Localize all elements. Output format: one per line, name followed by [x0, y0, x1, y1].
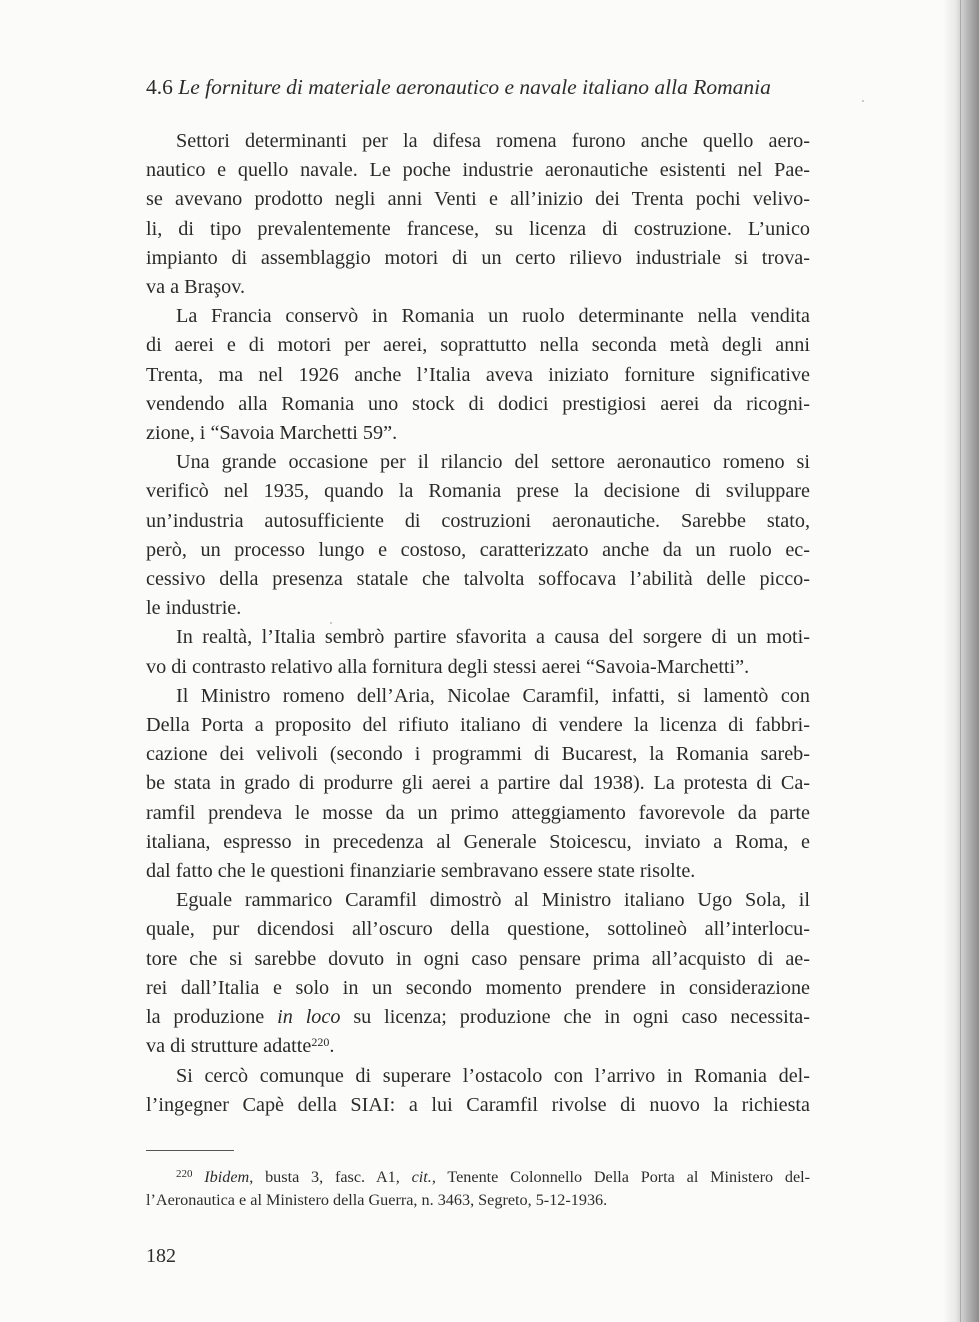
footnote-italic: Ibidem: [204, 1168, 250, 1186]
text-line: ramfil prendeva le mosse da un primo atteggiamento favorevole da parte: [146, 801, 810, 824]
scan-speck: [862, 100, 864, 102]
text-line: impianto di assemblaggio motori di un certo rilievo industriale si trova-: [146, 246, 810, 269]
text-line: le industrie.: [146, 597, 242, 620]
text-line: cessivo della presenza statale che talvolta soffocava l’abilità delle picco-: [146, 568, 810, 591]
text-line: cazione dei velivoli (secondo i programmi di Bucarest, la Romania sareb-: [146, 743, 810, 766]
text-line: va a Braşov.: [146, 276, 246, 299]
text-line: Una grande occasione per il rilancio del settore aeronautico romeno si: [176, 451, 810, 474]
italic-phrase: in loco: [277, 1006, 341, 1029]
text-line: di aerei e di motori per aerei, soprattutto nella seconda metà degli anni: [146, 334, 810, 357]
footnote-text: , Tenente Colonnello Della Porta al Ministero del-: [431, 1168, 811, 1186]
paragraph-5: [146, 682, 810, 886]
body-text: [146, 127, 810, 1120]
paragraph-7: [146, 1062, 810, 1120]
footnote-line: l’Aeronautica e al Ministero della Guerra, n. 3463, Segreto, 5-12-1936.: [146, 1191, 608, 1209]
section-title: Le forniture di materiale aeronautico e navale italiano alla Romania: [178, 75, 771, 99]
section-number: 4.6: [146, 75, 173, 99]
text-line: l’ingegner Capè della SIAI: a lui Caramfil rivolse di nuovo la richiesta: [146, 1093, 810, 1116]
text-line: Si cercò comunque di superare l’ostacolo con l’arrivo in Romania del-: [176, 1064, 810, 1087]
text-line: Della Porta a proposito del rifiuto italiano di vendere la licenza di fabbri-: [146, 714, 810, 737]
footnote-reference[interactable]: 220: [311, 1035, 330, 1050]
paragraph-6: [146, 886, 810, 1061]
text-line: dal fatto che le questioni finanziarie sembravano essere state risolte.: [146, 860, 696, 883]
text-fragment: su licenza; produzione che in ogni caso necessita-: [340, 1006, 810, 1029]
running-header: [146, 74, 816, 100]
paragraph-3: [146, 448, 810, 623]
text-fragment: va di strutture adatte: [146, 1035, 312, 1058]
text-fragment: la produzione: [146, 1006, 278, 1029]
text-line: li, di tipo prevalentemente francese, su licenza di costruzione. L’unico: [146, 217, 810, 240]
text-line: In realtà, l’Italia sembrò partire sfavorita a causa del sorgere di un moti-: [176, 626, 810, 649]
text-line: tore che si sarebbe dovuto in ogni caso pensare prima all’acquisto di ae-: [146, 947, 810, 970]
text-line-with-italic: [146, 1003, 810, 1032]
text-line: verificò nel 1935, quando la Romania prese la decisione di sviluppare: [146, 480, 810, 503]
text-line: Eguale rammarico Caramfil dimostrò al Ministro italiano Ugo Sola, il: [176, 889, 810, 912]
text-line: Settori determinanti per la difesa romena furono anche quello aero-: [176, 130, 810, 152]
text-line: italiana, espresso in precedenza al Generale Stoicescu, inviato a Roma, e: [146, 830, 810, 853]
footnote-italic: cit.: [411, 1168, 432, 1186]
paragraph-1: [146, 127, 810, 302]
text-line: un’industria autosufficiente di costruzioni aeronautiche. Sarebbe stato,: [146, 509, 810, 532]
text-line: quale, pur dicendosi all’oscuro della questione, sottolineò all’interlocu-: [146, 918, 810, 941]
text-line: rei dall’Italia e solo in un secondo momento prendere in considerazione: [146, 976, 810, 999]
text-fragment: .: [329, 1035, 335, 1058]
text-line: zione, i “Savoia Marchetti 59”.: [146, 422, 398, 445]
text-line-with-footnote-ref: [146, 1032, 810, 1061]
paragraph-4: [146, 623, 810, 681]
text-line: La Francia conservò in Romania un ruolo determinante nella vendita: [176, 305, 810, 328]
footnote-divider: [146, 1150, 234, 1151]
text-line: Il Ministro romeno dell’Aria, Nicolae Caramfil, infatti, si lamentò con: [176, 684, 810, 707]
footnote-line: [146, 1166, 810, 1189]
footnote-number: 220: [176, 1168, 193, 1180]
footnote: [146, 1166, 810, 1212]
text-line: nautico e quello navale. Le poche industrie aeronautiche esistenti nel Pae-: [146, 159, 810, 182]
text-line: vo di contrasto relativo alla fornitura degli stessi aerei “Savoia-Marchetti”.: [146, 655, 750, 678]
scan-speck: [330, 622, 332, 624]
page-number: 182: [146, 1245, 176, 1267]
text-line: però, un processo lungo e costoso, caratterizzato anche da un ruolo ec-: [146, 538, 810, 561]
paragraph-2: [146, 302, 810, 448]
scan-edge-line: [960, 0, 961, 1322]
text-line: Trenta, ma nel 1926 anche l’Italia aveva iniziato forniture significative: [146, 363, 810, 386]
text-line: se avevano prodotto negli anni Venti e all’inizio dei Trenta pochi velivo-: [146, 188, 810, 211]
footnote-text: , busta 3, fasc. A1,: [249, 1168, 412, 1186]
scan-edge-shadow: [943, 0, 979, 1322]
text-line: vendendo alla Romania uno stock di dodici prestigiosi aerei da ricogni-: [146, 392, 810, 415]
text-line: be stata in grado di produrre gli aerei a partire dal 1938). La protesta di Ca-: [146, 772, 810, 795]
